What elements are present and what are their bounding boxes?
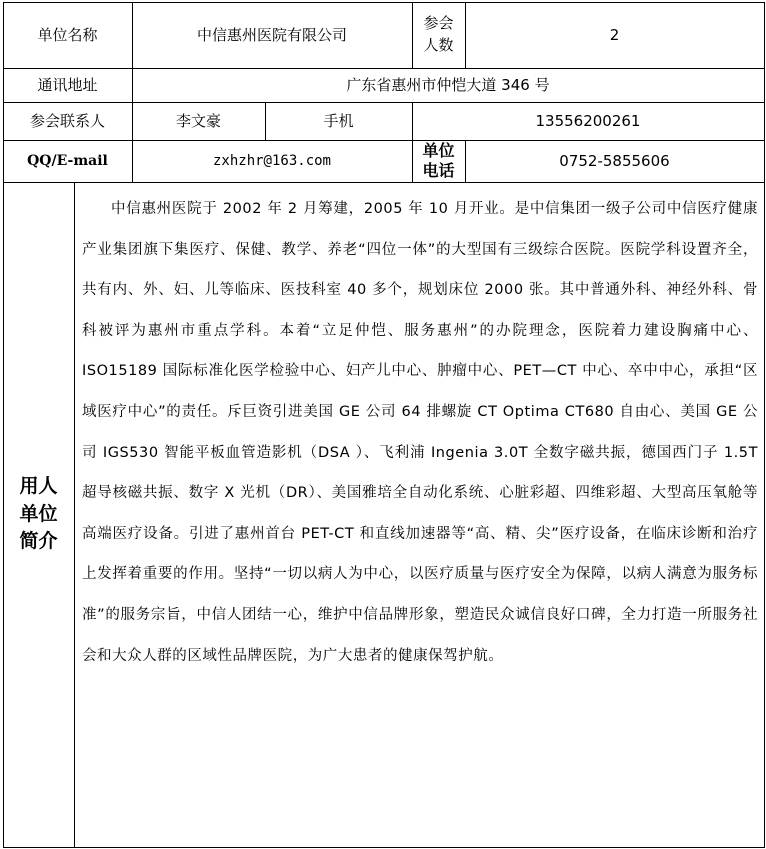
unit-phone-label-line-2: 电话	[422, 161, 455, 180]
attendees-value: 2	[609, 26, 620, 44]
phone-value: 13556200261	[535, 112, 641, 130]
phone-label: 手机	[323, 112, 354, 130]
address-value: 广东省惠州市仲恺大道 346 号	[346, 76, 550, 94]
col-divider-intro	[74, 182, 75, 848]
intro-label-line-2: 单位	[19, 502, 58, 525]
row-divider-4	[3, 182, 765, 183]
unit-info-form	[3, 2, 765, 849]
intro-label-line-1: 用人	[19, 475, 58, 498]
attendees-label-line-1: 参会	[423, 14, 454, 33]
email-value: zxhzhr@163.com	[212, 152, 331, 169]
email-label: QQ/E-mail	[27, 152, 108, 169]
table-border-bottom	[3, 847, 765, 848]
unit-name-label: 单位名称	[37, 26, 98, 44]
attendees-label	[412, 2, 465, 68]
address-label: 通讯地址	[37, 76, 98, 94]
contact-value: 李文豪	[175, 112, 221, 130]
table-border-right	[764, 2, 765, 848]
intro-text: 中信惠州医院于 2002 年 2 月筹建，2005 年 10 月开业。是中信集团一级子公司中信医疗健康产业集团旗下集医疗、保健、教学、养老“四位一体”的大型国有三级综合医院。医院学科设置齐全，共有内、外、妇、儿等临床、医技科室 40 多个，规划床位 2000 张。其中普通外科、神经外科、骨科被评为惠州市重点学科。本着“立足仲恺、服务惠州”的办院理念，医院着力建设胸痛中心、ISO15189 国际标准化医学检验中心、妇产儿中心、肿瘤中心、PET—CT 中心、卒中中心，承担“区域医疗中心”的责任。斥巨资引进美国 GE 公司 64 排螺旋 CT Optima CT680 自由心、美国 GE 公司 IGS530 智能平板血管造影机（DSA ）、飞利浦 Ingenia 3.0T 全数字磁共振，德国西门子 1.5T 超导核磁共振、数字 X 光机（DR）、美国雅培全自动化系统、心脏彩超、四维彩超、大型高压氧舱等高端医疗设备。引进了惠州首台 PET-CT 和直线加速器等“高、精、尖”医疗设备，在临床诊断和治疗上发挥着重要的作用。坚持“一切以病人为中心，以医疗质量与医疗安全为保障，以病人满意为服务标准”的服务宗旨，中信人团结一心，维护中信品牌形象，塑造民众诚信良好口碑，全力打造一所服务社会和大众人群的区域性品牌医院，为广大患者的健康保驾护航。	[82, 201, 758, 664]
intro-label-line-3: 简介	[19, 530, 58, 553]
unit-name-value: 中信惠州医院有限公司	[196, 26, 347, 44]
unit-phone-label	[412, 140, 465, 182]
contact-label: 参会联系人	[29, 112, 105, 130]
unit-phone-label-line-1: 单位	[422, 141, 455, 160]
intro-label	[3, 182, 74, 847]
attendees-label-line-2: 人数	[423, 36, 454, 54]
unit-phone-value: 0752-5855606	[559, 152, 670, 170]
